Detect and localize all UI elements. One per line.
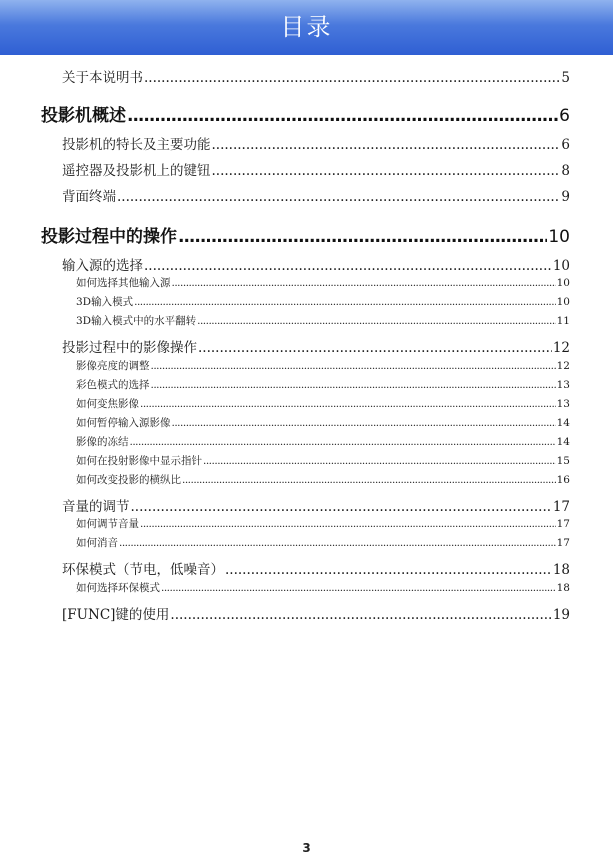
toc-leader <box>182 474 556 486</box>
toc-entry-title: 如何选择其他输入源 <box>76 277 171 289</box>
toc-entry-sub[interactable] <box>76 396 570 411</box>
toc-leader <box>127 106 558 126</box>
toc-leader <box>151 360 556 372</box>
toc-entry-sub[interactable] <box>76 294 570 309</box>
toc-entry-page: 9 <box>561 189 570 205</box>
toc-leader <box>131 499 552 515</box>
toc-leader <box>172 417 556 429</box>
toc-entry-sub[interactable] <box>76 516 570 531</box>
toc-entry-page: 13 <box>556 379 570 391</box>
toc-entry-title: 音量的调节 <box>62 499 130 515</box>
toc-leader <box>117 189 560 205</box>
toc-leader <box>140 398 556 410</box>
toc-leader <box>134 296 556 308</box>
toc-entry-chapter[interactable] <box>41 101 570 126</box>
toc-entry[interactable] <box>62 66 570 86</box>
toc-leader <box>197 315 556 327</box>
toc-leader <box>161 582 556 594</box>
toc-entry-page: 10 <box>552 258 570 274</box>
toc-entry-page: 18 <box>552 562 570 578</box>
toc-entry-page: 10 <box>556 277 570 289</box>
toc-entry-page: 15 <box>556 455 570 467</box>
toc-entry-page: 16 <box>556 474 570 486</box>
toc-entry-page: 6 <box>559 106 570 126</box>
toc-entry[interactable] <box>62 185 570 205</box>
toc-entry-title: 如何调节音量 <box>76 518 139 530</box>
toc-entry-title: 投影机的特长及主要功能 <box>62 137 211 153</box>
toc-entry-title: 影像的冻结 <box>76 436 129 448</box>
toc-leader <box>225 562 552 578</box>
toc-entry-sub[interactable] <box>76 313 570 328</box>
toc-entry-title: 背面终端 <box>62 189 116 205</box>
toc-leader <box>212 137 561 153</box>
toc-entry-page: 18 <box>556 582 570 594</box>
toc-entry-title: 遥控器及投影机上的键钮 <box>62 163 211 179</box>
toc-entry-title: 3D输入模式中的水平翻转 <box>76 315 197 327</box>
toc-entry-title: 关于本说明书 <box>62 70 143 86</box>
toc-entry-title: 影像亮度的调整 <box>76 360 150 372</box>
toc-entry[interactable] <box>62 558 570 578</box>
page-number: 3 <box>302 841 311 855</box>
toc-entry-page: 12 <box>552 340 570 356</box>
toc-entry-page: 17 <box>556 537 570 549</box>
toc-entry-title: 如何改变投影的横纵比 <box>76 474 181 486</box>
toc-entry[interactable] <box>62 336 570 356</box>
toc-entry-title: 3D输入模式 <box>76 296 134 308</box>
toc-entry-title: 输入源的选择 <box>62 258 143 274</box>
toc-leader <box>151 379 556 391</box>
toc-entry-title: 投影过程中的操作 <box>41 227 177 247</box>
toc-leader <box>212 163 561 179</box>
toc-entry-page: 8 <box>561 163 570 179</box>
toc-entry-page: 10 <box>556 296 570 308</box>
toc-entry-sub[interactable] <box>76 415 570 430</box>
toc-entry-sub[interactable] <box>76 535 570 550</box>
toc-entry-sub[interactable] <box>76 453 570 468</box>
toc-entry-page: 5 <box>561 70 570 86</box>
toc-entry-page: 10 <box>548 227 570 247</box>
toc-entry-title: 如何选择环保模式 <box>76 582 160 594</box>
toc-entry-page: 14 <box>556 436 570 448</box>
page-title: 目录 <box>280 13 333 41</box>
toc-entry-title: 如何暂停输入源影像 <box>76 417 171 429</box>
toc-entry-page: 6 <box>561 137 570 153</box>
toc-leader <box>119 537 556 549</box>
toc-entry[interactable] <box>62 495 570 515</box>
toc-entry-sub[interactable] <box>76 580 570 595</box>
toc-entry-title: 环保模式（节电，低噪音） <box>62 562 224 578</box>
toc-entry-page: 11 <box>556 315 570 327</box>
toc-leader <box>178 227 547 247</box>
toc-leader <box>144 258 552 274</box>
toc-entry-title: 如何消音 <box>76 537 118 549</box>
toc-leader <box>203 455 556 467</box>
toc-leader <box>130 436 556 448</box>
toc-entry-title: 投影机概述 <box>41 106 126 126</box>
toc-leader <box>140 518 556 530</box>
toc-entry[interactable] <box>62 603 570 623</box>
toc-entry-page: 13 <box>556 398 570 410</box>
toc-entry-page: 14 <box>556 417 570 429</box>
toc-entry-page: 17 <box>556 518 570 530</box>
toc-entry-sub[interactable] <box>76 358 570 373</box>
toc-entry-page: 19 <box>552 607 570 623</box>
toc-entry-sub[interactable] <box>76 434 570 449</box>
toc-entry-title: 如何变焦影像 <box>76 398 139 410</box>
toc-entry[interactable] <box>62 133 570 153</box>
toc-entry-title: [FUNC]键的使用 <box>62 607 170 623</box>
toc-entry-title: 如何在投射影像中显示指针 <box>76 455 202 467</box>
toc-entry-page: 17 <box>552 499 570 515</box>
toc-leader <box>144 70 560 86</box>
toc-entry[interactable] <box>62 159 570 179</box>
toc-entry-sub[interactable] <box>76 472 570 487</box>
toc-leader <box>198 340 552 356</box>
toc-entry-title: 投影过程中的影像操作 <box>62 340 197 356</box>
toc-entry[interactable] <box>62 254 570 274</box>
toc-entry-sub[interactable] <box>76 377 570 392</box>
toc-leader <box>172 277 556 289</box>
toc-entry-chapter[interactable] <box>41 222 570 247</box>
toc-leader <box>170 607 551 623</box>
toc-entry-title: 彩色模式的选择 <box>76 379 150 391</box>
toc-entry-page: 12 <box>556 360 570 372</box>
toc-entry-sub[interactable] <box>76 275 570 290</box>
